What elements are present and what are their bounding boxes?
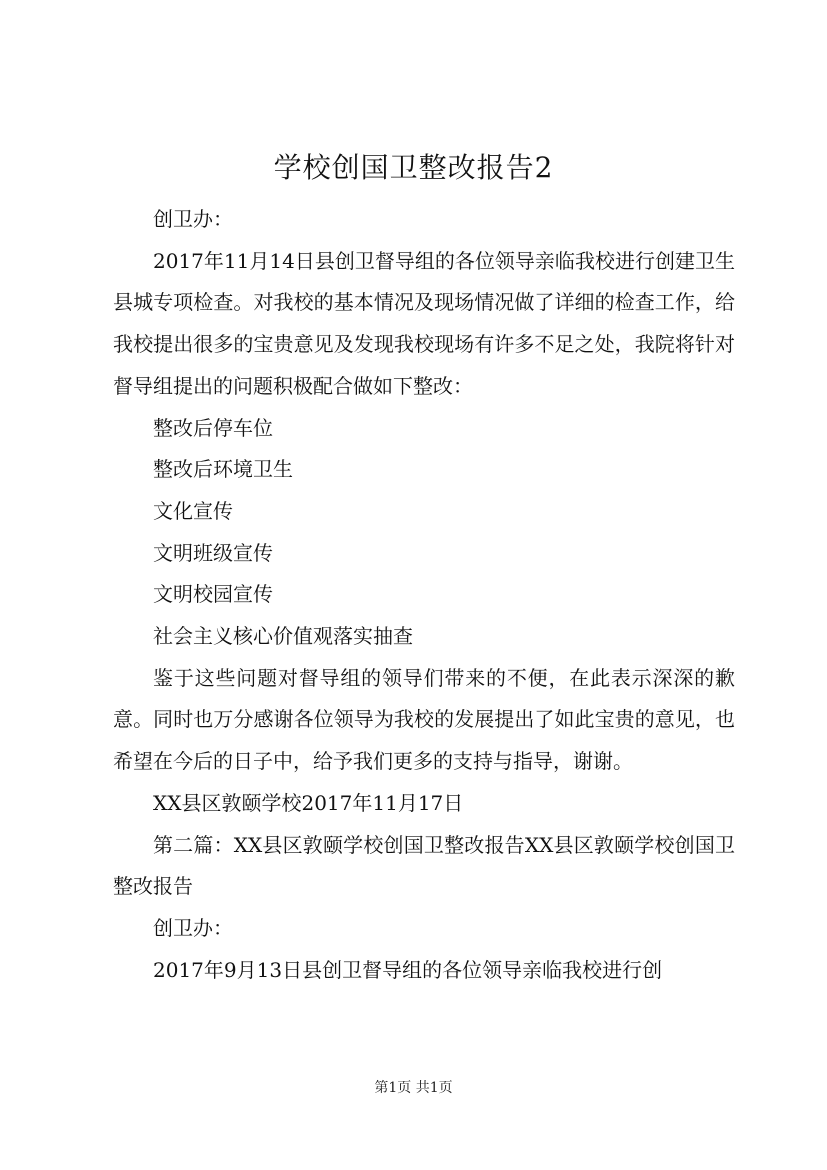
document-title: 学校创国卫整改报告2 xyxy=(273,151,554,184)
paragraph-second-title: 第二篇：XX县区敦颐学校创国卫整改报告XX县区敦颐学校创国卫整改报告 xyxy=(113,832,735,899)
paragraph-signature: XX县区敦颐学校2017年11月17日 xyxy=(153,790,464,815)
paragraph-salutation: 创卫办： xyxy=(153,207,233,231)
paragraph-intro: 2017年11月14日县创卫督导组的各位领导亲临我校进行创建卫生县城专项检查。对我校的基本情况及现场情况做了详细的检查工作，给我校提出很多的宝贵意见及发现我校现场有许多不足之处，我院将针对督导组提出的问题积极配合做如下整改： xyxy=(113,248,735,398)
list-item-culture: 文化宣传 xyxy=(153,498,233,523)
paragraph-apology: 鉴于这些问题对督导组的领导们带来的不便，在此表示深深的歉意。同时也万分感谢各位领导为我校的发展提出了如此宝贵的意见，也希望在今后的日子中，给予我们更多的支持与指导，谢谢。 xyxy=(113,665,735,774)
document-body xyxy=(113,199,735,991)
list-item-environment: 整改后环境卫生 xyxy=(153,457,293,482)
list-item-values: 社会主义核心价值观落实抽查 xyxy=(153,624,413,649)
page-footer: 第1页 共1页 xyxy=(374,1080,453,1096)
list-item-campus: 文明校园宣传 xyxy=(153,582,273,607)
paragraph-salutation-2: 创卫办： xyxy=(153,915,233,940)
paragraph-intro-2: 2017年9月13日县创卫督导组的各位领导亲临我校进行创 xyxy=(153,957,663,982)
list-item-parking: 整改后停车位 xyxy=(153,415,273,440)
list-item-class: 文明班级宣传 xyxy=(153,540,273,565)
